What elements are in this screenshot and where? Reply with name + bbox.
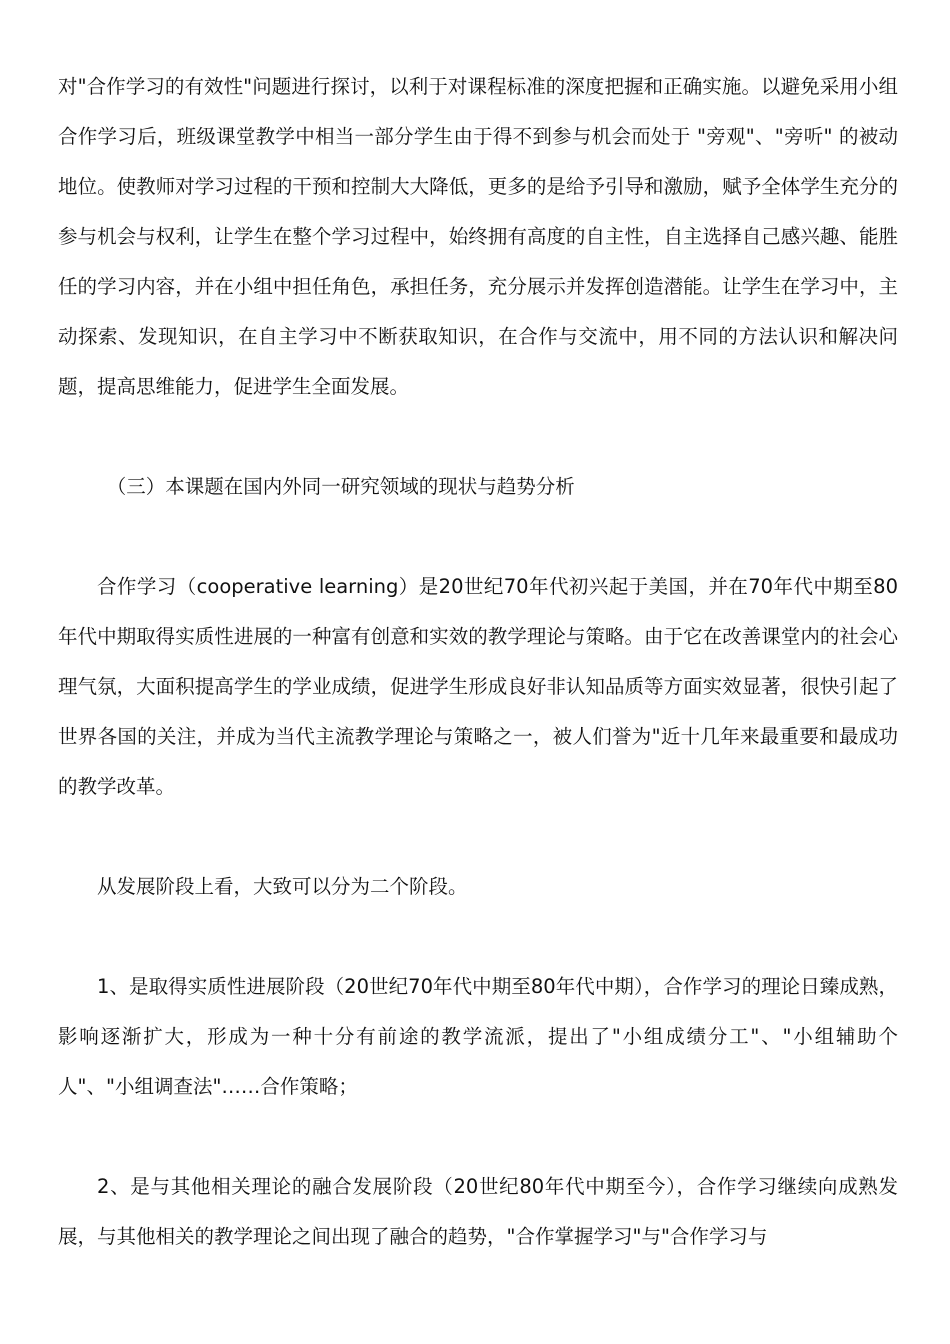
paragraph-spacer [58,1112,898,1162]
list-item-stage-2: 2、是与其他相关理论的融合发展阶段（20世纪80年代中期至今），合作学习继续向成熟发展，与其他相关的教学理论之间出现了融合的趋势，"合作掌握学习"与"合作学习与 [58,1175,898,1248]
paragraph-spacer [58,512,898,562]
paragraph-cooperative-learning: 合作学习（cooperative learning）是20世纪70年代初兴起于美国，并在70年代中期至80年代中期取得实质性进展的一种富有创意和实效的教学理论与策略。由于它在改善课堂内的社会心理气氛，大面积提高学生的学业成绩，促进学生形成良好非认知品质等方面实效显著，很快引起了世界各国的关注，并成为当代主流教学理论与策略之一，被人们誉为"近十几年来最重要和最成功的教学改革。 [58,575,898,798]
list-item-stage-1: 1、是取得实质性进展阶段（20世纪70年代中期至80年代中期），合作学习的理论日臻成熟，影响逐渐扩大，形成为一种十分有前途的教学流派，提出了"小组成绩分工"、"小组辅助个人"、"小组调查法"……合作策略； [58,975,898,1098]
paragraph-spacer [58,812,898,862]
document-page [58,62,898,1262]
paragraph-effectiveness: 对"合作学习的有效性"问题进行探讨，以利于对课程标准的深度把握和正确实施。以避免采用小组合作学习后，班级课堂教学中相当一部分学生由于得不到参与机会而处于 "旁观"、"旁听" 的被动地位。使教师对学习过程的干预和控制大大降低，更多的是给予引导和激励，赋予全体学生充分的参与机会与权利，让学生在整个学习过程中，始终拥有高度的自主性，自主选择自己感兴趣、能胜任的学习内容，并在小组中担任角色，承担任务，充分展示并发挥创造潜能。让学生在学习中，主动探索、发现知识，在自主学习中不断获取知识，在合作与交流中，用不同的方法认识和解决问题，提高思维能力，促进学生全面发展。 [58,75,898,398]
section-heading-3: （三）本课题在国内外同一研究领域的现状与趋势分析 [106,475,575,498]
paragraph-spacer [58,912,898,962]
paragraph-stages-intro: 从发展阶段上看，大致可以分为二个阶段。 [97,875,468,898]
paragraph-spacer [58,412,898,462]
